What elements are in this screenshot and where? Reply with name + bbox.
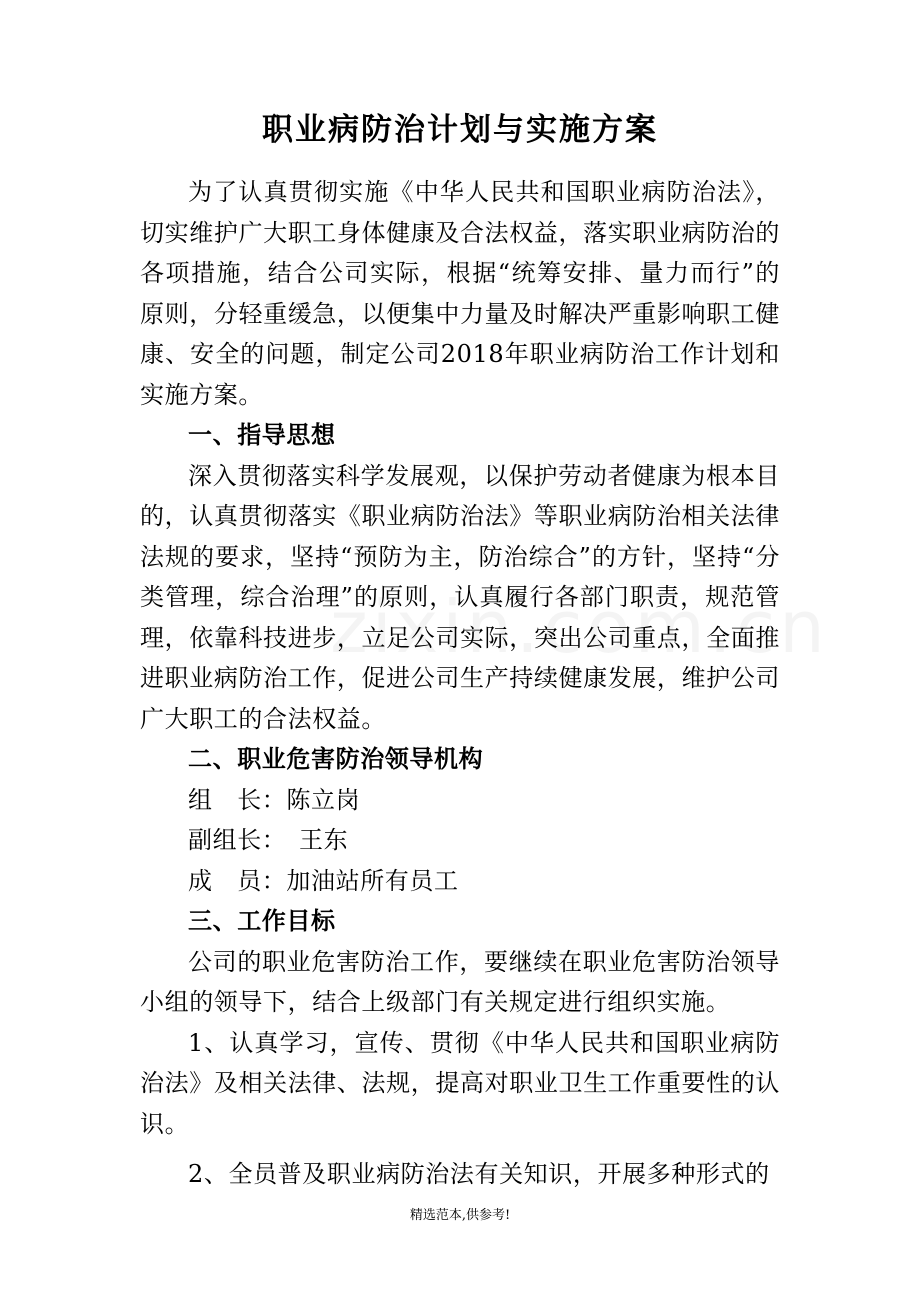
deputy-leader-line: 副组长： 王东 [188, 826, 349, 854]
page-footer: 精选范本,供参考! [409, 1208, 511, 1223]
document-body [140, 172, 780, 1195]
guiding-thought-paragraph: 深入贯彻落实科学发展观，以保护劳动者健康为根本目的，认真贯彻落实《职业病防治法》等职业病防治相关法律法规的要求，坚持“预防为主，防治综合”的方针，坚持“分类管理，综合治理”的原则，认真履行各部门职责，规范管理，依靠科技进步，立足公司实际，突出公司重点，全面推进职业病防治工作，促进公司生产持续健康发展，维护公司广大职工的合法权益。 [140, 461, 780, 733]
section-heading-work-goals: 三、工作目标 [188, 907, 336, 935]
work-goals-paragraph: 公司的职业危害防治工作，要继续在职业危害防治领导小组的领导下，结合上级部门有关规定进行组织实施。 [140, 947, 780, 1016]
document-title: 职业病防治计划与实施方案 [262, 112, 658, 148]
paragraph-gap [140, 1144, 780, 1154]
work-goals-item-2: 2、全员普及职业病防治法有关知识，开展多种形式的 [188, 1160, 770, 1188]
section-heading-guiding-thought: 一、指导思想 [188, 421, 336, 449]
section-heading-leadership: 二、职业危害防治领导机构 [188, 745, 484, 773]
work-goals-item-1: 1、认真学习，宣传、贯彻《中华人民共和国职业病防治法》及相关法律、法规，提高对职业卫生工作重要性的认识。 [140, 1028, 780, 1138]
members-line: 成 员：加油站所有员工 [188, 866, 459, 895]
leader-line: 组 长：陈立岗 [188, 785, 361, 814]
intro-paragraph: 为了认真贯彻实施《中华人民共和国职业病防治法》，切实维护广大职工身体健康及合法权益，落实职业病防治的各项措施，结合公司实际，根据“统筹安排、量力而行”的原则，分轻重缓急，以便集中力量及时解决严重影响职工健康、安全的问题，制定公司2018年职业病防治工作计划和实施方案。 [140, 178, 780, 409]
